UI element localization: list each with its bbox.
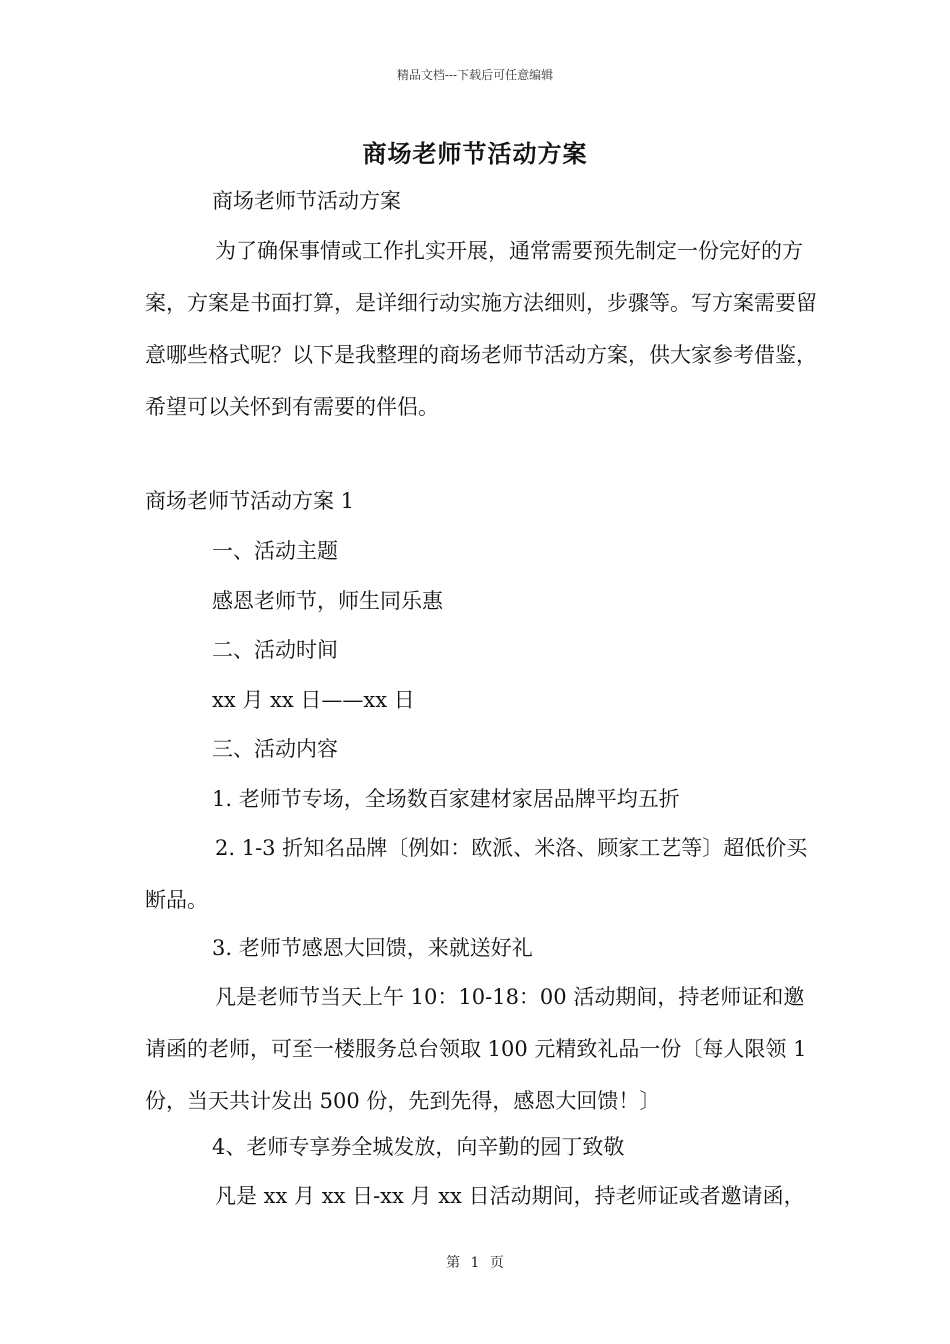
intro-paragraph: 为了确保事情或工作扎实开展，通常需要预先制定一份完好的方案，方案是书面打算，是详细行动实施方法细则，步骤等。写方案需要留意哪些格式呢？以下是我整理的商场老师节活动方案，供大家参考借鉴，希望可以关怀到有需要的伴侣。 (145, 239, 817, 419)
theme-text: 感恩老师节，师生同乐惠 (212, 589, 443, 613)
subtitle: 商场老师节活动方案 (212, 189, 401, 213)
content-item-4-detail: 凡是 xx 月 xx 日-xx 月 xx 日活动期间，持老师证或者邀请函， (215, 1184, 805, 1208)
page-number: 第 1 页 (446, 1255, 504, 1271)
section-heading-theme: 一、活动主题 (212, 539, 338, 563)
plan-heading: 商场老师节活动方案 1 (145, 489, 355, 513)
document-title: 商场老师节活动方案 (362, 139, 588, 168)
content-item-3: 3. 老师节感恩大回馈，来就送好礼 (212, 936, 533, 960)
content-item-2: 2. 1-3 折知名品牌〔例如：欧派、米洛、顾家工艺等〕超低价买断品。 (145, 836, 808, 912)
content-item-4: 4、老师专享券全城发放，向辛勤的园丁致敬 (212, 1135, 625, 1159)
time-text: xx 月 xx 日——xx 日 (212, 688, 415, 712)
section-heading-time: 二、活动时间 (212, 638, 338, 662)
content-item-3-detail: 凡是老师节当天上午 10：10-18：00 活动期间，持老师证和邀请函的老师，可至一楼服务总台领取 100 元精致礼品一份〔每人限领 1 份，当天共计发出 500 份，先到先得，感恩大回馈！〕 (145, 985, 807, 1113)
content-item-1: 1. 老师节专场，全场数百家建材家居品牌平均五折 (212, 787, 680, 811)
header-note: 精品文档---下载后可任意编辑 (396, 68, 554, 82)
section-heading-content: 三、活动内容 (212, 737, 338, 761)
